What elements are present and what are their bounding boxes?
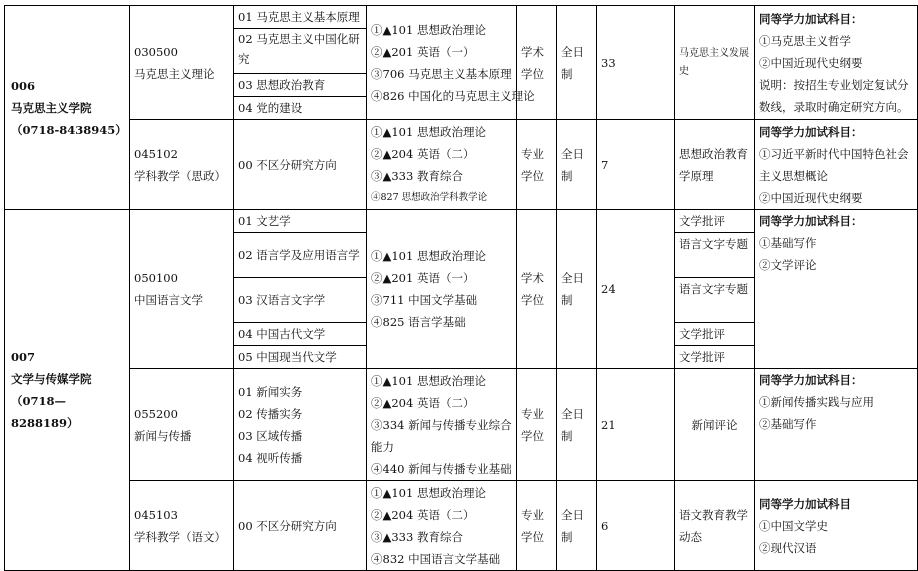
direction-item: 02 传播实务	[238, 406, 303, 421]
college-code: 007	[11, 350, 36, 364]
direction-item: 05 中国现当代文学	[238, 350, 337, 364]
retest-subject: 文学批评	[675, 323, 754, 346]
notes-remark: 说明：按招生专业划定复试分数线，录取时确定研究方向。	[759, 77, 909, 114]
directions-cell	[234, 369, 367, 481]
notes-cell	[755, 6, 918, 120]
degree-type: 学术学位	[517, 6, 557, 120]
exam-item: ④827 思想政治学科教学论	[371, 191, 488, 203]
direction-item: 03 区域传播	[238, 428, 303, 443]
direction-item: 01 新闻实务	[238, 384, 303, 399]
major-code: 030500	[134, 44, 178, 59]
notes-heading: 同等学力加试科目：	[759, 373, 863, 387]
study-mode: 全日制	[557, 369, 597, 481]
notes-item: ①新闻传播实践与应用	[759, 395, 874, 409]
exam-item: ①▲101 思想政治理论	[371, 124, 486, 139]
enrollment-quota: 7	[597, 120, 675, 210]
notes-item: ①习近平新时代中国特色社会主义思想概论	[759, 146, 909, 183]
exam-item: ①▲101 思想政治理论	[371, 485, 486, 500]
study-mode: 全日制	[557, 120, 597, 210]
exam-item: ③711 中国文学基础	[371, 293, 478, 307]
retest-subject: 语言文字专题	[675, 233, 754, 278]
notes-item: ②中国近现代史纲要	[759, 55, 863, 70]
notes-item: ②基础写作	[759, 417, 817, 431]
major-cell	[130, 481, 234, 571]
major-code: 045102	[134, 146, 178, 161]
direction-item: 04 中国古代文学	[234, 323, 366, 346]
major-code: 055200	[134, 406, 178, 421]
major-name: 中国语言文学	[134, 293, 203, 307]
exam-item: ②▲204 英语（二）	[371, 146, 475, 161]
exam-item: ①▲101 思想政治理论	[371, 249, 486, 263]
direction-item: 02 马克思主义中国化研究	[234, 29, 366, 74]
direction-item: 03 汉语言文字学	[234, 278, 366, 323]
exam-item: ②▲204 英语（二）	[371, 507, 475, 522]
college-name: 文学与传媒学院	[11, 372, 92, 386]
major-name: 新闻与传播	[134, 428, 192, 443]
exam-item: ②▲201 英语（一）	[371, 271, 475, 285]
direction-item: 04 视听传播	[238, 450, 303, 465]
retest-subject: 文学批评	[675, 210, 754, 233]
exam-item: ③334 新闻与传播专业综合能力	[371, 417, 512, 454]
notes-cell	[755, 481, 918, 571]
enrollment-quota: 21	[597, 369, 675, 481]
direction-item: 02 语言学及应用语言学	[234, 233, 366, 278]
college-name: 马克思主义学院	[11, 100, 92, 115]
major-cell	[130, 6, 234, 120]
degree-type: 学术学位	[517, 210, 557, 369]
exams-cell	[367, 481, 517, 571]
exam-item: ①▲101 思想政治理论	[371, 373, 486, 388]
table-row	[5, 481, 918, 571]
direction-item: 01 马克思主义基本原理	[234, 6, 366, 29]
major-name: 马克思主义理论	[134, 66, 215, 81]
notes-heading: 同等学力加试科目：	[759, 214, 863, 228]
exams-cell	[367, 210, 517, 369]
notes-heading: 同等学力加试科目：	[759, 124, 863, 139]
notes-cell	[755, 210, 918, 369]
notes-heading: 同等学力加试科目：	[759, 11, 863, 26]
retest-subject: 语文教育教学动态	[675, 481, 755, 571]
exams-cell	[367, 120, 517, 210]
direction-item: 03 思想政治教育	[234, 74, 366, 97]
notes-item: ②文学评论	[759, 258, 817, 272]
exam-item: ③706 马克思主义基本原理	[371, 66, 512, 81]
exam-item: ④825 语言学基础	[371, 315, 466, 329]
study-mode: 全日制	[557, 481, 597, 571]
major-name: 学科教学（语文）	[134, 529, 226, 544]
retest-list-cell	[675, 210, 755, 369]
retest-subject: 语言文字专题	[675, 278, 754, 323]
study-mode: 全日制	[557, 6, 597, 120]
major-code: 050100	[134, 271, 178, 285]
major-name: 学科教学（思政）	[134, 168, 226, 183]
enrollment-quota: 6	[597, 481, 675, 571]
major-code: 045103	[134, 507, 178, 522]
degree-type: 专业学位	[517, 369, 557, 481]
exam-item: ④832 中国语言文学基础	[371, 551, 501, 566]
study-mode: 全日制	[557, 210, 597, 369]
enrollment-quota: 24	[597, 210, 675, 369]
exam-item: ①▲101 思想政治理论	[371, 22, 486, 37]
table-row	[5, 120, 918, 210]
college-code: 006	[11, 78, 36, 93]
major-cell	[130, 210, 234, 369]
directions-cell	[234, 210, 367, 369]
notes-cell	[755, 120, 918, 210]
notes-item: ①基础写作	[759, 236, 817, 250]
notes-item: ②现代汉语	[759, 540, 817, 555]
table-row	[5, 210, 918, 369]
exam-item: ③▲333 教育综合	[371, 529, 463, 544]
exam-item: ②▲201 英语（一）	[371, 44, 475, 59]
exam-item: ④826 中国化的马克思主义理论	[371, 88, 535, 103]
exams-cell	[367, 369, 517, 481]
college-phone: （0718—8288189）	[11, 394, 79, 430]
direction-item: 01 文艺学	[234, 210, 366, 233]
exam-item: ④440 新闻与传播专业基础	[371, 461, 512, 476]
degree-type: 专业学位	[517, 481, 557, 571]
degree-type: 专业学位	[517, 120, 557, 210]
major-cell	[130, 369, 234, 481]
college-phone: （0718-8438945）	[11, 122, 127, 137]
college-cell	[5, 6, 130, 210]
college-cell	[5, 210, 130, 571]
exam-item: ③▲333 教育综合	[371, 168, 463, 183]
directions-cell	[234, 6, 367, 120]
retest-subject: 马克思主义发展史	[675, 6, 755, 120]
major-cell	[130, 120, 234, 210]
notes-item: ②中国近现代史纲要	[759, 190, 863, 205]
direction-item: 04 党的建设	[238, 101, 303, 115]
retest-subject: 思想政治教育学原理	[675, 120, 755, 210]
retest-subject: 新闻评论	[675, 369, 755, 481]
notes-heading: 同等学力加试科目	[759, 496, 851, 511]
direction-item: 00 不区分研究方向	[234, 481, 367, 571]
notes-cell	[755, 369, 918, 481]
notes-item: ①中国文学史	[759, 518, 828, 533]
exam-item: ②▲204 英语（二）	[371, 395, 475, 410]
retest-subject: 文学批评	[679, 350, 725, 364]
notes-item: ①马克思主义哲学	[759, 33, 851, 48]
admissions-table	[4, 5, 918, 571]
table-row	[5, 6, 918, 120]
direction-item: 00 不区分研究方向	[234, 120, 367, 210]
table-row	[5, 369, 918, 481]
enrollment-quota: 33	[597, 6, 675, 120]
